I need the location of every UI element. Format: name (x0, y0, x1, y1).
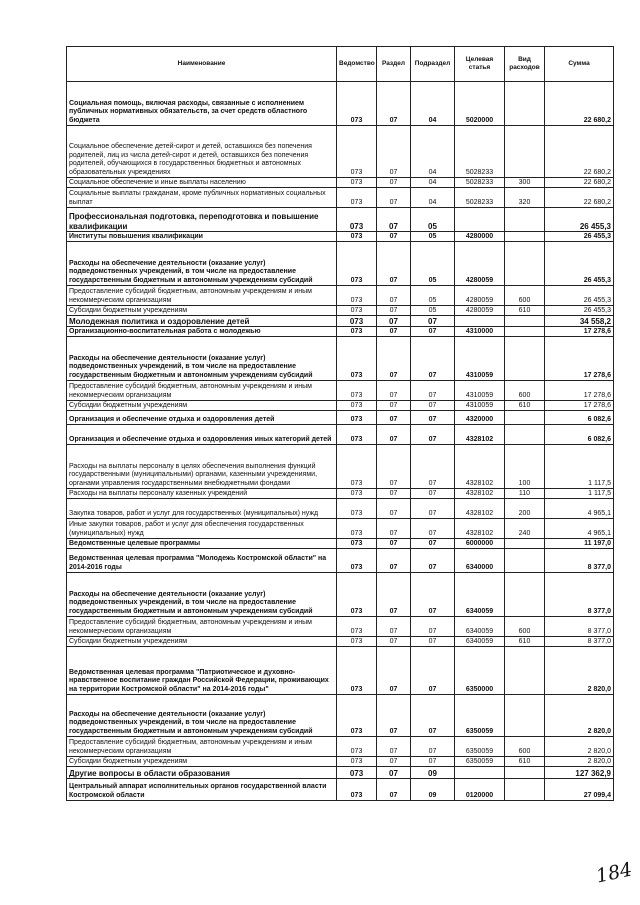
amount-cell: 27 099,4 (545, 779, 614, 801)
expense-type-cell (505, 549, 545, 573)
name-cell: Предоставление субсидий бюджетным, автономным учреждениям и иным некоммерческим организациям (67, 737, 337, 757)
section-cell: 07 (377, 519, 411, 539)
amount-cell: 4 965,1 (545, 499, 614, 519)
expense-type-cell (505, 695, 545, 737)
table-row (67, 188, 614, 208)
subsection-cell: 07 (411, 549, 455, 573)
department-cell: 073 (337, 82, 377, 126)
section-cell: 07 (377, 637, 411, 647)
amount-cell: 4 965,1 (545, 519, 614, 539)
table-row (67, 208, 614, 232)
department-cell: 073 (337, 188, 377, 208)
name-cell: Организация и обеспечение отдыха и оздоровления иных категорий детей (67, 425, 337, 445)
amount-cell: 22 680,2 (545, 178, 614, 188)
amount-cell: 2 820,0 (545, 647, 614, 695)
amount-cell: 26 455,3 (545, 208, 614, 232)
amount-cell: 22 680,2 (545, 126, 614, 178)
amount-cell: 17 278,6 (545, 401, 614, 411)
subsection-cell: 07 (411, 316, 455, 327)
amount-cell: 1 117,5 (545, 445, 614, 489)
expense-type-cell (505, 779, 545, 801)
subsection-cell: 07 (411, 737, 455, 757)
expense-type-cell (505, 208, 545, 232)
subsection-cell: 04 (411, 188, 455, 208)
department-cell: 073 (337, 539, 377, 549)
table-row (67, 757, 614, 767)
name-cell: Иные закупки товаров, работ и услуг для обеспечения государственных (муниципальных) нужд (67, 519, 337, 539)
department-cell: 073 (337, 232, 377, 242)
section-cell: 07 (377, 208, 411, 232)
table-row (67, 489, 614, 499)
department-cell: 073 (337, 767, 377, 779)
col-header-department: Ведомство (337, 47, 377, 82)
table-row (67, 401, 614, 411)
expense-type-cell: 600 (505, 381, 545, 401)
name-cell: Организационно-воспитательная работа с молодежью (67, 327, 337, 337)
target-article-cell: 4310059 (455, 337, 505, 381)
target-article-cell: 4328102 (455, 499, 505, 519)
expense-type-cell (505, 327, 545, 337)
amount-cell: 17 278,6 (545, 381, 614, 401)
department-cell: 073 (337, 286, 377, 306)
expense-type-cell (505, 767, 545, 779)
table-row (67, 737, 614, 757)
target-article-cell: 4280000 (455, 232, 505, 242)
section-cell: 07 (377, 573, 411, 617)
name-cell: Ведомственные целевые программы (67, 539, 337, 549)
section-cell: 07 (377, 306, 411, 316)
amount-cell: 26 455,3 (545, 286, 614, 306)
expense-type-cell (505, 316, 545, 327)
section-cell: 07 (377, 286, 411, 306)
name-cell: Расходы на выплаты персоналу казенных учреждений (67, 489, 337, 499)
target-article-cell: 4328102 (455, 489, 505, 499)
target-article-cell: 6340000 (455, 549, 505, 573)
amount-cell: 6 082,6 (545, 425, 614, 445)
target-article-cell: 5028233 (455, 178, 505, 188)
target-article-cell: 6350000 (455, 647, 505, 695)
section-cell: 07 (377, 737, 411, 757)
name-cell: Расходы на обеспечение деятельности (оказание услуг) подведомственных учреждений, в том числе на предоставление государственным бюджетным и автономным учреждениям субсидий (67, 242, 337, 286)
subsection-cell: 05 (411, 242, 455, 286)
department-cell: 073 (337, 316, 377, 327)
amount-cell: 26 455,3 (545, 306, 614, 316)
subsection-cell: 07 (411, 539, 455, 549)
target-article-cell (455, 316, 505, 327)
table-row (67, 286, 614, 306)
table-row (67, 695, 614, 737)
department-cell: 073 (337, 411, 377, 425)
table-row (67, 126, 614, 178)
target-article-cell: 4280059 (455, 306, 505, 316)
expense-type-cell: 610 (505, 757, 545, 767)
name-cell: Социальные выплаты гражданам, кроме публичных нормативных социальных выплат (67, 188, 337, 208)
expense-type-cell: 600 (505, 737, 545, 757)
target-article-cell: 4310059 (455, 381, 505, 401)
table-row (67, 549, 614, 573)
budget-table (66, 46, 614, 801)
target-article-cell: 6340059 (455, 637, 505, 647)
amount-cell: 17 278,6 (545, 327, 614, 337)
section-cell: 07 (377, 126, 411, 178)
target-article-cell: 0120000 (455, 779, 505, 801)
department-cell: 073 (337, 306, 377, 316)
expense-type-cell (505, 573, 545, 617)
department-cell: 073 (337, 499, 377, 519)
subsection-cell: 07 (411, 519, 455, 539)
name-cell: Субсидии бюджетным учреждениям (67, 401, 337, 411)
department-cell: 073 (337, 242, 377, 286)
department-cell: 073 (337, 337, 377, 381)
expense-type-cell: 200 (505, 499, 545, 519)
section-cell: 07 (377, 695, 411, 737)
amount-cell: 2 820,0 (545, 757, 614, 767)
col-header-section: Раздел (377, 47, 411, 82)
expense-type-cell: 320 (505, 188, 545, 208)
section-cell: 07 (377, 188, 411, 208)
amount-cell: 8 377,0 (545, 573, 614, 617)
department-cell: 073 (337, 381, 377, 401)
section-cell: 07 (377, 445, 411, 489)
subsection-cell: 07 (411, 757, 455, 767)
expense-type-cell: 240 (505, 519, 545, 539)
table-row (67, 327, 614, 337)
subsection-cell: 05 (411, 208, 455, 232)
subsection-cell: 07 (411, 573, 455, 617)
section-cell: 07 (377, 242, 411, 286)
expense-type-cell: 600 (505, 617, 545, 637)
table-row (67, 617, 614, 637)
amount-cell: 2 820,0 (545, 737, 614, 757)
table-row (67, 425, 614, 445)
target-article-cell: 4328102 (455, 445, 505, 489)
col-header-expense-type: Вид расходов (505, 47, 545, 82)
expense-type-cell: 100 (505, 445, 545, 489)
section-cell: 07 (377, 178, 411, 188)
target-article-cell (455, 767, 505, 779)
budget-table-page (66, 46, 613, 801)
name-cell: Предоставление субсидий бюджетным, автономным учреждениям и иным некоммерческим организациям (67, 286, 337, 306)
subsection-cell: 07 (411, 617, 455, 637)
subsection-cell: 07 (411, 499, 455, 519)
name-cell: Предоставление субсидий бюджетным, автономным учреждениям и иным некоммерческим организациям (67, 381, 337, 401)
subsection-cell: 07 (411, 381, 455, 401)
department-cell: 073 (337, 401, 377, 411)
section-cell: 07 (377, 757, 411, 767)
col-header-amount: Сумма (545, 47, 614, 82)
target-article-cell: 4328102 (455, 519, 505, 539)
table-header-row (67, 47, 614, 82)
section-cell: 07 (377, 337, 411, 381)
section-cell: 07 (377, 327, 411, 337)
amount-cell: 8 377,0 (545, 549, 614, 573)
name-cell: Предоставление субсидий бюджетным, автономным учреждениям и иным некоммерческим организациям (67, 617, 337, 637)
handwritten-page-number: 184 (594, 858, 635, 888)
subsection-cell: 04 (411, 82, 455, 126)
subsection-cell: 05 (411, 306, 455, 316)
amount-cell: 1 117,5 (545, 489, 614, 499)
table-body (67, 82, 614, 801)
amount-cell: 8 377,0 (545, 617, 614, 637)
department-cell: 073 (337, 489, 377, 499)
name-cell: Субсидии бюджетным учреждениям (67, 757, 337, 767)
name-cell: Социальная помощь, включая расходы, связанные с исполнением публичных нормативных обязательств, за счет средств областного бюджета (67, 82, 337, 126)
target-article-cell: 6350059 (455, 757, 505, 767)
section-cell: 07 (377, 767, 411, 779)
target-article-cell: 6340059 (455, 617, 505, 637)
name-cell: Профессиональная подготовка, переподготовка и повышение квалификации (67, 208, 337, 232)
name-cell: Организация и обеспечение отдыха и оздоровления детей (67, 411, 337, 425)
expense-type-cell: 110 (505, 489, 545, 499)
amount-cell: 22 680,2 (545, 188, 614, 208)
department-cell: 073 (337, 573, 377, 617)
section-cell: 07 (377, 617, 411, 637)
section-cell: 07 (377, 316, 411, 327)
name-cell: Ведомственная целевая программа "Молодежь Костромской области" на 2014-2016 годы (67, 549, 337, 573)
expense-type-cell: 610 (505, 306, 545, 316)
department-cell: 073 (337, 757, 377, 767)
department-cell: 073 (337, 126, 377, 178)
expense-type-cell (505, 232, 545, 242)
table-row (67, 82, 614, 126)
amount-cell: 22 680,2 (545, 82, 614, 126)
section-cell: 07 (377, 232, 411, 242)
subsection-cell: 07 (411, 445, 455, 489)
expense-type-cell (505, 126, 545, 178)
expense-type-cell: 600 (505, 286, 545, 306)
section-cell: 07 (377, 647, 411, 695)
department-cell: 073 (337, 695, 377, 737)
amount-cell: 26 455,3 (545, 232, 614, 242)
department-cell: 073 (337, 549, 377, 573)
table-row (67, 232, 614, 242)
target-article-cell: 6340059 (455, 573, 505, 617)
target-article-cell: 4280059 (455, 242, 505, 286)
target-article-cell: 5028233 (455, 188, 505, 208)
table-row (67, 337, 614, 381)
department-cell: 073 (337, 425, 377, 445)
name-cell: Субсидии бюджетным учреждениям (67, 306, 337, 316)
target-article-cell: 4310000 (455, 327, 505, 337)
table-row (67, 647, 614, 695)
subsection-cell: 07 (411, 489, 455, 499)
section-cell: 07 (377, 779, 411, 801)
name-cell: Молодежная политика и оздоровление детей (67, 316, 337, 327)
amount-cell: 8 377,0 (545, 637, 614, 647)
subsection-cell: 07 (411, 337, 455, 381)
expense-type-cell: 610 (505, 401, 545, 411)
department-cell: 073 (337, 737, 377, 757)
col-header-target-article: Целевая статья (455, 47, 505, 82)
section-cell: 07 (377, 381, 411, 401)
col-header-subsection: Подраздел (411, 47, 455, 82)
table-row (67, 767, 614, 779)
department-cell: 073 (337, 327, 377, 337)
table-row (67, 178, 614, 188)
department-cell: 073 (337, 519, 377, 539)
expense-type-cell (505, 337, 545, 381)
col-header-name: Наименование (67, 47, 337, 82)
table-row (67, 381, 614, 401)
name-cell: Расходы на обеспечение деятельности (оказание услуг) подведомственных учреждений, в том числе на предоставление государственным бюджетным и автономным учреждениям субсидий (67, 695, 337, 737)
table-row (67, 637, 614, 647)
expense-type-cell (505, 647, 545, 695)
subsection-cell: 07 (411, 637, 455, 647)
name-cell: Закупка товаров, работ и услуг для государственных (муниципальных) нужд (67, 499, 337, 519)
section-cell: 07 (377, 401, 411, 411)
expense-type-cell (505, 82, 545, 126)
target-article-cell: 6350059 (455, 695, 505, 737)
department-cell: 073 (337, 617, 377, 637)
amount-cell: 34 558,2 (545, 316, 614, 327)
target-article-cell: 6000000 (455, 539, 505, 549)
section-cell: 07 (377, 425, 411, 445)
subsection-cell: 04 (411, 126, 455, 178)
subsection-cell: 07 (411, 695, 455, 737)
amount-cell: 17 278,6 (545, 337, 614, 381)
subsection-cell: 07 (411, 411, 455, 425)
section-cell: 07 (377, 499, 411, 519)
name-cell: Другие вопросы в области образования (67, 767, 337, 779)
table-row (67, 445, 614, 489)
section-cell: 07 (377, 549, 411, 573)
name-cell: Центральный аппарат исполнительных органов государственной власти Костромской области (67, 779, 337, 801)
subsection-cell: 05 (411, 232, 455, 242)
expense-type-cell: 610 (505, 637, 545, 647)
table-row (67, 242, 614, 286)
amount-cell: 6 082,6 (545, 411, 614, 425)
target-article-cell: 5020000 (455, 82, 505, 126)
target-article-cell: 4320000 (455, 411, 505, 425)
subsection-cell: 07 (411, 327, 455, 337)
target-article-cell: 5028233 (455, 126, 505, 178)
target-article-cell (455, 208, 505, 232)
department-cell: 073 (337, 647, 377, 695)
subsection-cell: 07 (411, 425, 455, 445)
expense-type-cell (505, 411, 545, 425)
department-cell: 073 (337, 637, 377, 647)
name-cell: Расходы на обеспечение деятельности (оказание услуг) подведомственных учреждений, в том числе на предоставление государственным бюджетным и автономным учреждениям субсидий (67, 337, 337, 381)
name-cell: Расходы на обеспечение деятельности (оказание услуг) подведомственных учреждений, в том числе на предоставление государственным бюджетным и автономным учреждениям субсидий (67, 573, 337, 617)
table-row (67, 306, 614, 316)
department-cell: 073 (337, 445, 377, 489)
expense-type-cell (505, 425, 545, 445)
expense-type-cell (505, 242, 545, 286)
amount-cell: 11 197,0 (545, 539, 614, 549)
table-row (67, 499, 614, 519)
table-row (67, 539, 614, 549)
name-cell: Ведомственная целевая программа "Патриотическое и духовно-нравственное воспитание граждан Российской Федерации, проживающих на территории Костромской области" на 2014-2016 годы" (67, 647, 337, 695)
department-cell: 073 (337, 178, 377, 188)
target-article-cell: 4328102 (455, 425, 505, 445)
amount-cell: 127 362,9 (545, 767, 614, 779)
subsection-cell: 07 (411, 647, 455, 695)
section-cell: 07 (377, 539, 411, 549)
target-article-cell: 4280059 (455, 286, 505, 306)
subsection-cell: 07 (411, 401, 455, 411)
section-cell: 07 (377, 82, 411, 126)
amount-cell: 26 455,3 (545, 242, 614, 286)
target-article-cell: 6350059 (455, 737, 505, 757)
table-row (67, 316, 614, 327)
section-cell: 07 (377, 489, 411, 499)
subsection-cell: 05 (411, 286, 455, 306)
table-row (67, 411, 614, 425)
name-cell: Социальное обеспечение и иные выплаты населению (67, 178, 337, 188)
amount-cell: 2 820,0 (545, 695, 614, 737)
section-cell: 07 (377, 411, 411, 425)
department-cell: 073 (337, 779, 377, 801)
expense-type-cell: 300 (505, 178, 545, 188)
subsection-cell: 09 (411, 779, 455, 801)
expense-type-cell (505, 539, 545, 549)
target-article-cell: 4310059 (455, 401, 505, 411)
table-row (67, 573, 614, 617)
name-cell: Субсидии бюджетным учреждениям (67, 637, 337, 647)
name-cell: Расходы на выплаты персоналу в целях обеспечения выполнения функций государственными (муниципальными) органами, казенными учреждениями, органами управления государственными внебюджетными фондами (67, 445, 337, 489)
subsection-cell: 09 (411, 767, 455, 779)
table-row (67, 779, 614, 801)
table-row (67, 519, 614, 539)
name-cell: Институты повышения квалификации (67, 232, 337, 242)
subsection-cell: 04 (411, 178, 455, 188)
name-cell: Социальное обеспечение детей-сирот и детей, оставшихся без попечения родителей, лиц из числа детей-сирот и детей, оставшихся без попечения родителей, обучающихся в государственных бюджетных и автономных образовательных учреждениях (67, 126, 337, 178)
department-cell: 073 (337, 208, 377, 232)
